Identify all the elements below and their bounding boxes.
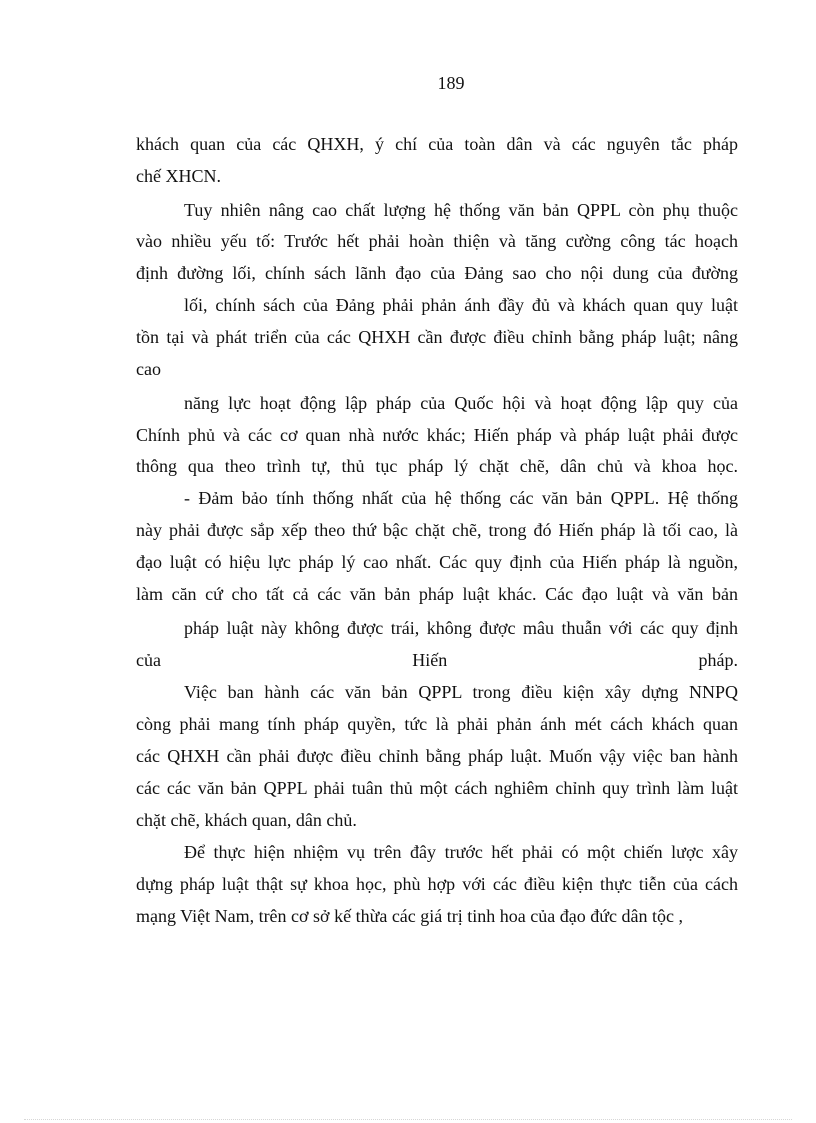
text-line: pháp luật này không được trái, không được mâu thuẫn với các quy định — [184, 618, 738, 638]
text-line: chặt chẽ, khách quan, dân chủ. — [136, 810, 357, 830]
text-line: khách quan của các QHXH, ý chí của toàn dân và các nguyên tắc pháp — [136, 134, 738, 154]
text-line: đạo luật có hiệu lực pháp lý cao nhất. Các quy định của Hiến pháp là nguồn, — [136, 552, 738, 572]
text-line: Để thực hiện nhiệm vụ trên đây trước hết phải có một chiến lược xây — [184, 842, 738, 862]
text-line: cao — [136, 359, 161, 379]
text-line: còng phải mang tính pháp quyền, tức là phải phản ánh mét cách khách quan — [136, 714, 738, 734]
text-line: thông qua theo trình tự, thủ tục pháp lý chặt chẽ, dân chủ và khoa học. — [136, 456, 738, 476]
page-separator — [24, 1119, 792, 1120]
text-line: lối, chính sách của Đảng phải phản ánh đầy đủ và khách quan quy luật — [184, 295, 738, 315]
text-line: Tuy nhiên nâng cao chất lượng hệ thống văn bản QPPL còn phụ thuộc — [184, 200, 738, 220]
text-line: - Đảm bảo tính thống nhất của hệ thống các văn bản QPPL. Hệ thống — [184, 488, 738, 508]
text-line: năng lực hoạt động lập pháp của Quốc hội và hoạt động lập quy của — [184, 393, 738, 413]
text-line: mạng Việt Nam, trên cơ sở kế thừa các giá trị tinh hoa của đạo đức dân tộc , — [136, 906, 683, 926]
text-line: Chính phủ và các cơ quan nhà nước khác; Hiến pháp và pháp luật phải được — [136, 425, 738, 445]
text-line: của Hiến pháp. — [136, 650, 738, 670]
text-line: chế XHCN. — [136, 166, 221, 186]
text-line: này phải được sắp xếp theo thứ bậc chặt chẽ, trong đó Hiến pháp là tối cao, là — [136, 520, 738, 540]
text-line: định đường lối, chính sách lãnh đạo của Đảng sao cho nội dung của đường — [136, 263, 738, 283]
page-number: 189 — [437, 73, 465, 93]
text-line: làm căn cứ cho tất cả các văn bản pháp luật khác. Các đạo luật và văn bản — [136, 584, 738, 604]
text-line: tồn tại và phát triển của các QHXH cần được điều chỉnh bằng pháp luật; nâng — [136, 327, 738, 347]
text-line: Việc ban hành các văn bản QPPL trong điều kiện xây dựng NNPQ — [184, 682, 738, 702]
text-line: vào nhiều yếu tố: Trước hết phải hoàn thiện và tăng cường công tác hoạch — [136, 231, 738, 251]
text-line: dựng pháp luật thật sự khoa học, phù hợp với các điều kiện thực tiễn của cách — [136, 874, 738, 894]
text-line: các QHXH cần phải được điều chỉnh bằng pháp luật. Muốn vậy việc ban hành — [136, 746, 738, 766]
text-line: các các văn bản QPPL phải tuân thủ một cách nghiêm chỉnh quy trình làm luật — [136, 778, 738, 798]
